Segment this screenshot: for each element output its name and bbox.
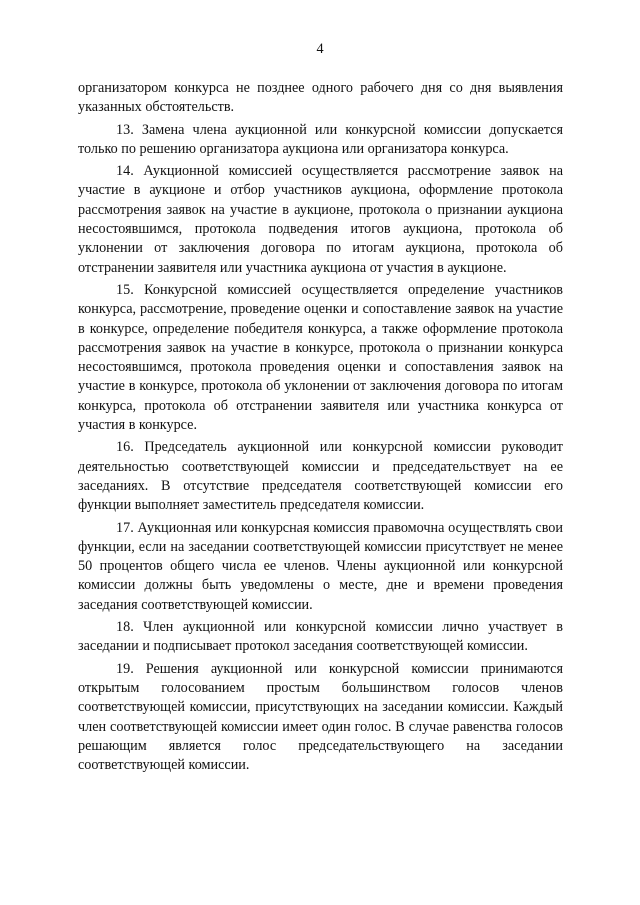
paragraph-17: 17. Аукционная или конкурсная комиссия правомочна осуществлять свои функции, если на заседании соответствующей комиссии присутствует не менее 50 процентов общего числа ее членов. Члены аукционной или конкурсной комиссии должны быть уведомлены о месте, дне и времени проведения заседания соответствующей комиссии.: [78, 519, 563, 613]
document-body: [78, 79, 563, 778]
paragraph-18: 18. Член аукционной или конкурсной комиссии лично участвует в заседании и подписывает протокол заседания соответствующей комиссии.: [78, 619, 563, 655]
paragraph-continuation: организатором конкурса не позднее одного рабочего дня со дня выявления указанных обстоятельств.: [78, 80, 563, 116]
paragraph-16: 16. Председатель аукционной или конкурсной комиссии руководит деятельностью соответствующей комиссии и председательствует на ее заседаниях. В отсутствие председателя соответствующей комиссии его функции выполняет заместитель председателя комиссии.: [78, 439, 563, 514]
page-number: 4: [316, 41, 324, 57]
paragraph-19: 19. Решения аукционной или конкурсной комиссии принимаются открытым голосованием простым большинством голосов членов соответствующей комиссии, присутствующих на заседании комиссии. Каждый член соответствующей комиссии имеет один голос. В случае равенства голосов решающим является голос председательствующего на заседании соответствующей комиссии.: [78, 660, 563, 774]
paragraph-15: 15. Конкурсной комиссией осуществляется определение участников конкурса, рассмотрение, проведение оценки и сопоставление заявок на участие в конкурсе, определение победителя конкурса, а также оформление протокола рассмотрения заявок на участие в конкурсе, протокола о признании конкурса несостоявшимся, протокола проведения оценки и сопоставления заявок на участие в конкурсе, протокола об уклонении от заключения договора по итогам конкурса, протокола об отстранении заявителя или участника конкурса от участия в конкурсе.: [78, 281, 563, 434]
paragraph-13: 13. Замена члена аукционной или конкурсной комиссии допускается только по решению организатора аукциона или организатора конкурса.: [78, 121, 563, 157]
paragraph-14: 14. Аукционной комиссией осуществляется рассмотрение заявок на участие в аукционе и отбор участников аукциона, оформление протокола рассмотрения заявок на участие в аукционе, протокола о признании аукциона несостоявшимся, протокола подведения итогов аукциона, протокола об уклонении от заключения договора по итогам аукциона, протокола об отстранении заявителя или участника аукциона от участия в аукционе.: [78, 163, 563, 276]
